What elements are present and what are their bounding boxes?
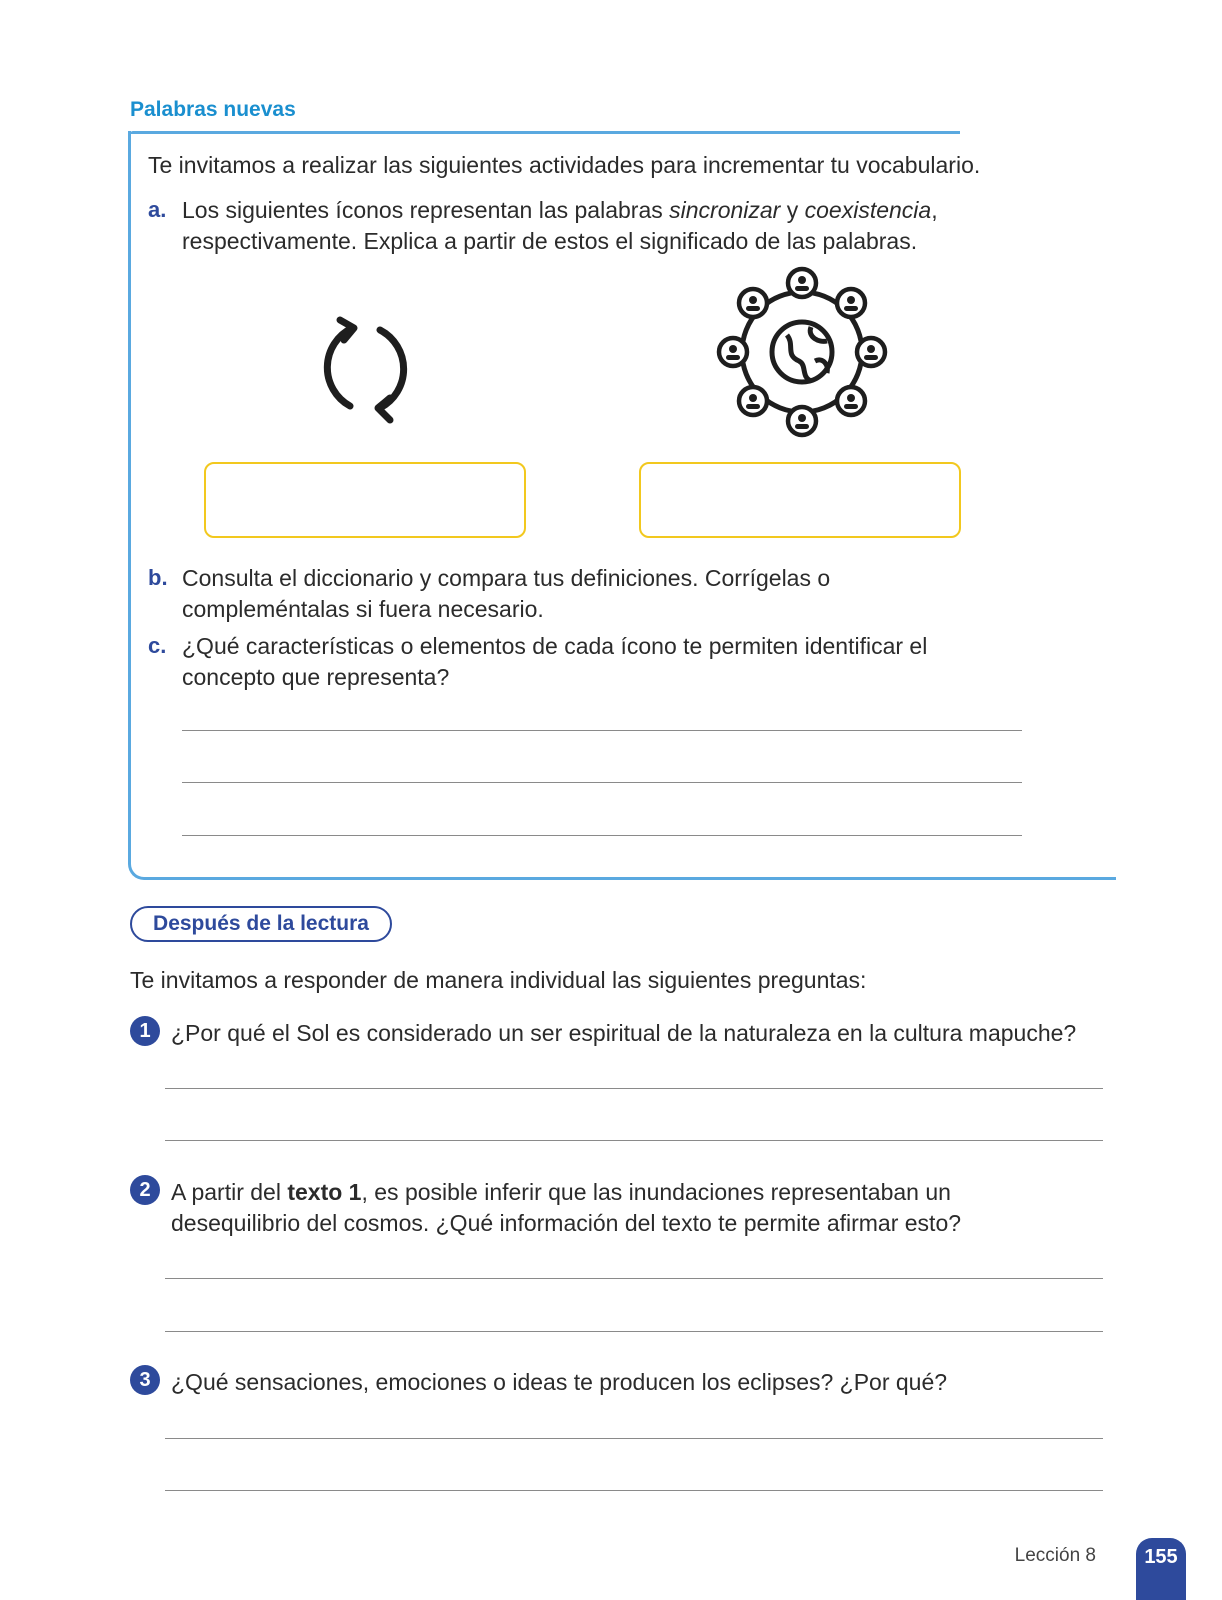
answer-box-coexistencia[interactable] <box>639 462 961 538</box>
after-reading-pill: Después de la lectura <box>130 906 392 942</box>
answer-line[interactable] <box>165 1088 1103 1089</box>
item-c-letter: c. <box>148 633 167 658</box>
answer-line[interactable] <box>165 1140 1103 1141</box>
answer-line[interactable] <box>165 1438 1103 1439</box>
question-3-number: 3 <box>130 1365 160 1395</box>
word-sincronizar: sincronizar <box>669 197 781 223</box>
question-1-number: 1 <box>130 1016 160 1046</box>
answer-line[interactable] <box>182 835 1022 836</box>
question-1-text: ¿Por qué el Sol es considerado un ser espiritual de la naturaleza en la cultura mapuche? <box>171 1020 1077 1046</box>
item-b-line1: Consulta el diccionario y compara tus definiciones. Corrígelas o <box>182 565 831 591</box>
item-a-letter: a. <box>148 197 167 222</box>
vocab-box-top-line <box>130 131 960 134</box>
texto-1-bold: texto 1 <box>287 1179 362 1205</box>
answer-box-sincronizar[interactable] <box>204 462 526 538</box>
word-coexistencia: coexistencia <box>804 197 932 223</box>
answer-line[interactable] <box>182 782 1022 783</box>
question-3-text: ¿Qué sensaciones, emociones o ideas te producen los eclipses? ¿Por qué? <box>171 1369 948 1395</box>
item-a-line2: respectivamente. Explica a partir de estos el significado de las palabras. <box>182 228 918 254</box>
vocab-intro: Te invitamos a realizar las siguientes actividades para incrementar tu vocabulario. <box>148 152 981 178</box>
item-b-letter: b. <box>148 565 168 590</box>
item-a-line1: Los siguientes íconos representan las palabras sincronizar y coexistencia, <box>182 197 938 223</box>
question-2-number: 2 <box>130 1175 160 1205</box>
question-2-line1: A partir del texto 1, es posible inferir que las inundaciones representaban un <box>171 1179 951 1205</box>
question-2-line2: desequilibrio del cosmos. ¿Qué información del texto te permite afirmar esto? <box>171 1210 962 1236</box>
page-number: 155 <box>1136 1538 1186 1600</box>
answer-line[interactable] <box>165 1278 1103 1279</box>
people-around-globe-icon <box>715 265 890 440</box>
after-intro: Te invitamos a responder de manera individual las siguientes preguntas: <box>130 967 867 993</box>
item-b-line2: compleméntalas si fuera necesario. <box>182 596 544 622</box>
answer-line[interactable] <box>165 1490 1103 1491</box>
section-title: Palabras nuevas <box>130 98 296 121</box>
item-c-line2: concepto que representa? <box>182 664 450 690</box>
sync-arrows-icon <box>310 310 430 430</box>
answer-line[interactable] <box>182 730 1022 731</box>
answer-line[interactable] <box>165 1331 1103 1332</box>
item-c-line1: ¿Qué características o elementos de cada ícono te permiten identificar el <box>182 633 928 659</box>
lesson-label: Lección 8 <box>1014 1545 1096 1566</box>
